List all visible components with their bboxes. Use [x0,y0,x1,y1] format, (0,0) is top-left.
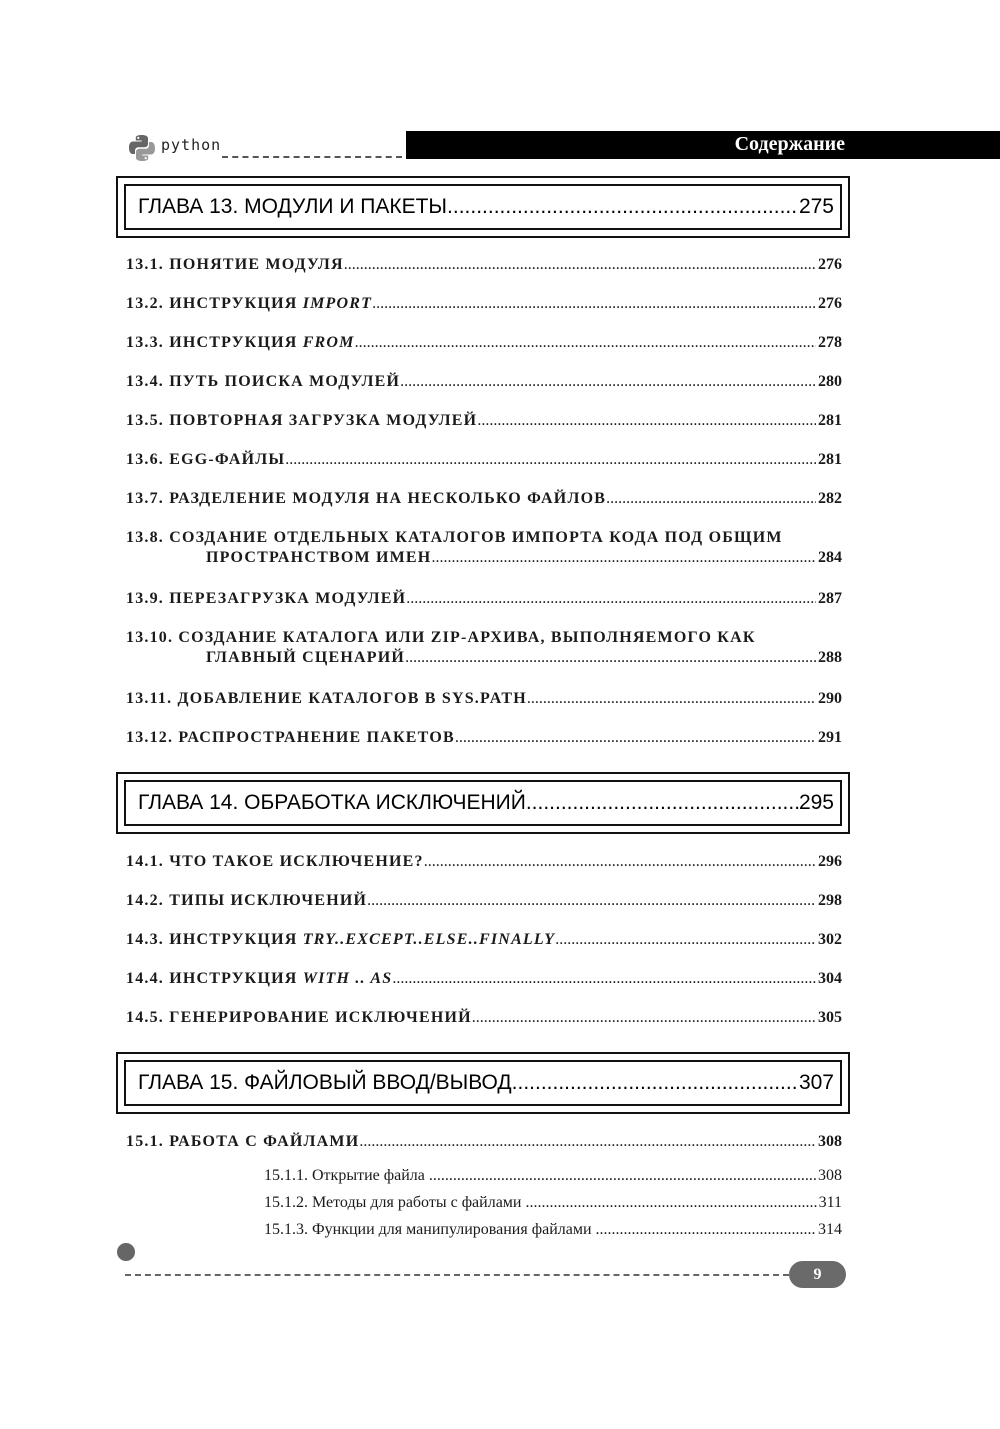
leader-dots [526,791,799,815]
subentry-title: Функции для манипулирования файлами [312,1221,592,1238]
entry-number: 13.12. [126,729,174,746]
chapter-page: 307 [798,1071,834,1094]
entry-page: 287 [818,590,842,607]
brand-label: python [161,136,222,154]
subentry-page: 311 [818,1194,842,1211]
leader-dots [285,451,816,469]
entry-page: 291 [818,729,842,746]
toc-subentry[interactable] [264,1167,842,1185]
subentry-number: 15.1.1. [264,1167,308,1184]
chapter-title: ГЛАВА 15. ФАЙЛОВЫЙ ВВОД/ВЫВОД [138,1071,512,1094]
toc-entry[interactable] [126,1133,842,1151]
leader-dots [429,1167,816,1185]
entry-title: РАЗДЕЛЕНИЕ МОДУЛЯ НА НЕСКОЛЬКО ФАЙЛОВ [169,490,607,507]
entry-number: 15.1. [126,1133,164,1150]
leader-dots [596,1221,816,1239]
python-logo-icon [128,134,156,162]
leader-dots [472,1009,816,1027]
subentry-number: 15.1.2. [264,1194,308,1211]
subentry-number: 15.1.3. [264,1221,308,1238]
leader-dots [359,1133,816,1151]
leader-dots [455,729,816,747]
entry-page: 284 [818,549,842,566]
entry-page: 288 [818,649,842,666]
entry-code: IMPORT [302,295,373,312]
entry-page: 305 [818,1009,842,1026]
entry-number: 13.1. [126,256,164,273]
chapter-title: ГЛАВА 13. МОДУЛИ И ПАКЕТЫ [138,195,448,218]
toc-entry[interactable] [126,529,842,567]
entry-page: 282 [818,490,842,507]
subentry-title: Открытие файла [312,1167,425,1184]
entry-title: РАСПРОСТРАНЕНИЕ ПАКЕТОВ [178,729,455,746]
chapter-title: ГЛАВА 14. ОБРАБОТКА ИСКЛЮЧЕНИЙ [138,791,526,814]
leader-dots [555,931,816,949]
chapter-box [116,176,850,238]
leader-dots [344,256,816,274]
entry-number: 13.11. [126,690,173,707]
entry-title-continued: ПРОСТРАНСТВОМ ИМЕН [206,549,432,566]
entry-page: 276 [818,256,842,273]
toc-subentry[interactable] [264,1221,842,1239]
toc-entry[interactable] [126,629,842,667]
leader-dots [405,649,816,667]
toc-entry[interactable] [126,1009,842,1027]
entry-title: ГЕНЕРИРОВАНИЕ ИСКЛЮЧЕНИЙ [169,1009,472,1026]
entry-code: TRY..EXCEPT..ELSE..FINALLY [302,931,556,948]
chapter-page: 275 [798,195,834,218]
entry-page: 302 [818,931,842,948]
footer-circle-icon [117,1243,135,1261]
section-title: Содержание [734,133,845,155]
entry-code: WITH .. AS [302,970,393,987]
entry-number: 13.5. [126,412,164,429]
entry-page: 280 [818,373,842,390]
leader-dots [367,892,816,910]
footer-divider [125,1274,789,1276]
toc-subentry[interactable] [264,1194,842,1212]
toc-entry[interactable] [126,295,842,313]
toc-entry[interactable] [126,931,842,949]
entry-page: 276 [818,295,842,312]
entry-number: 14.1. [126,853,164,870]
leader-dots [424,853,816,871]
subentry-title: Методы для работы с файлами [312,1194,522,1211]
entry-code: FROM [302,334,355,351]
leader-dots [372,295,816,313]
entry-page: 296 [818,853,842,870]
entry-title: СОЗДАНИЕ ОТДЕЛЬНЫХ КАТАЛОГОВ ИМПОРТА КОДА ПОД ОБЩИМ [169,529,783,546]
toc-entry[interactable] [126,373,842,391]
entry-title: ПЕРЕЗАГРУЗКА МОДУЛЕЙ [169,590,407,607]
leader-dots [431,549,816,567]
toc-entry[interactable] [126,451,842,469]
entry-number: 14.5. [126,1009,164,1026]
chapter-box [116,1052,850,1114]
chapter-14-link[interactable] [138,791,834,815]
leader-dots [606,490,816,508]
subentry-page: 314 [818,1221,842,1238]
entry-page: 278 [818,334,842,351]
leader-dots [527,690,816,708]
entry-number: 14.2. [126,892,164,909]
entry-title: РАБОТА С ФАЙЛАМИ [169,1133,360,1150]
leader-dots [447,195,799,219]
header-divider [222,156,402,158]
entry-title: ПОВТОРНАЯ ЗАГРУЗКА МОДУЛЕЙ [169,412,478,429]
toc-entry[interactable] [126,490,842,508]
entry-title: ДОБАВЛЕНИЕ КАТАЛОГОВ В SYS.PATH [177,690,527,707]
entry-title: ИНСТРУКЦИЯ [169,334,298,351]
entry-number: 13.2. [126,295,164,312]
toc-entry[interactable] [126,892,842,910]
entry-number: 13.6. [126,451,164,468]
entry-number: 13.3. [126,334,164,351]
entry-title: EGG-ФАЙЛЫ [169,451,286,468]
entry-number: 13.7. [126,490,164,507]
entry-title: ЧТО ТАКОЕ ИСКЛЮЧЕНИЕ? [169,853,424,870]
leader-dots [512,1071,799,1095]
toc-entry[interactable] [126,256,842,274]
entry-title: ИНСТРУКЦИЯ [169,931,298,948]
chapter-15-link[interactable] [138,1071,834,1095]
leader-dots [526,1194,817,1212]
entry-title: ИНСТРУКЦИЯ [169,295,298,312]
entry-title: ПОНЯТИЕ МОДУЛЯ [169,256,344,273]
entry-number: 13.8. [126,529,164,546]
leader-dots [406,590,816,608]
entry-page: 281 [818,412,842,429]
page-number: 9 [789,1261,846,1288]
toc-entry[interactable] [126,334,842,352]
chapter-box [116,772,850,834]
entry-page: 290 [818,690,842,707]
chapter-13-link[interactable] [138,195,834,219]
entry-title-continued: ГЛАВНЫЙ СЦЕНАРИЙ [206,649,406,666]
subentry-page: 308 [818,1167,842,1184]
entry-number: 13.4. [126,373,164,390]
toc-entry[interactable] [126,729,842,747]
entry-page: 304 [818,970,842,987]
toc-entry[interactable] [126,970,842,988]
entry-title: СОЗДАНИЕ КАТАЛОГА ИЛИ ZIP-АРХИВА, ВЫПОЛНЯЕМОГО КАК [178,629,756,646]
leader-dots [477,412,816,430]
chapter-page: 295 [798,791,834,814]
entry-number: 13.10. [126,629,174,646]
header-bar [406,131,1000,159]
leader-dots [392,970,816,988]
entry-page: 308 [818,1133,842,1150]
toc-entry[interactable] [126,590,842,608]
toc-entry[interactable] [126,690,842,708]
entry-page: 298 [818,892,842,909]
entry-page: 281 [818,451,842,468]
entry-title: ПУТЬ ПОИСКА МОДУЛЕЙ [169,373,401,390]
toc-entry[interactable] [126,412,842,430]
entry-number: 14.4. [126,970,164,987]
entry-title: ТИПЫ ИСКЛЮЧЕНИЙ [169,892,368,909]
entry-title: ИНСТРУКЦИЯ [169,970,298,987]
toc-entry[interactable] [126,853,842,871]
leader-dots [400,373,816,391]
entry-number: 14.3. [126,931,164,948]
entry-number: 13.9. [126,590,164,607]
leader-dots [355,334,816,352]
